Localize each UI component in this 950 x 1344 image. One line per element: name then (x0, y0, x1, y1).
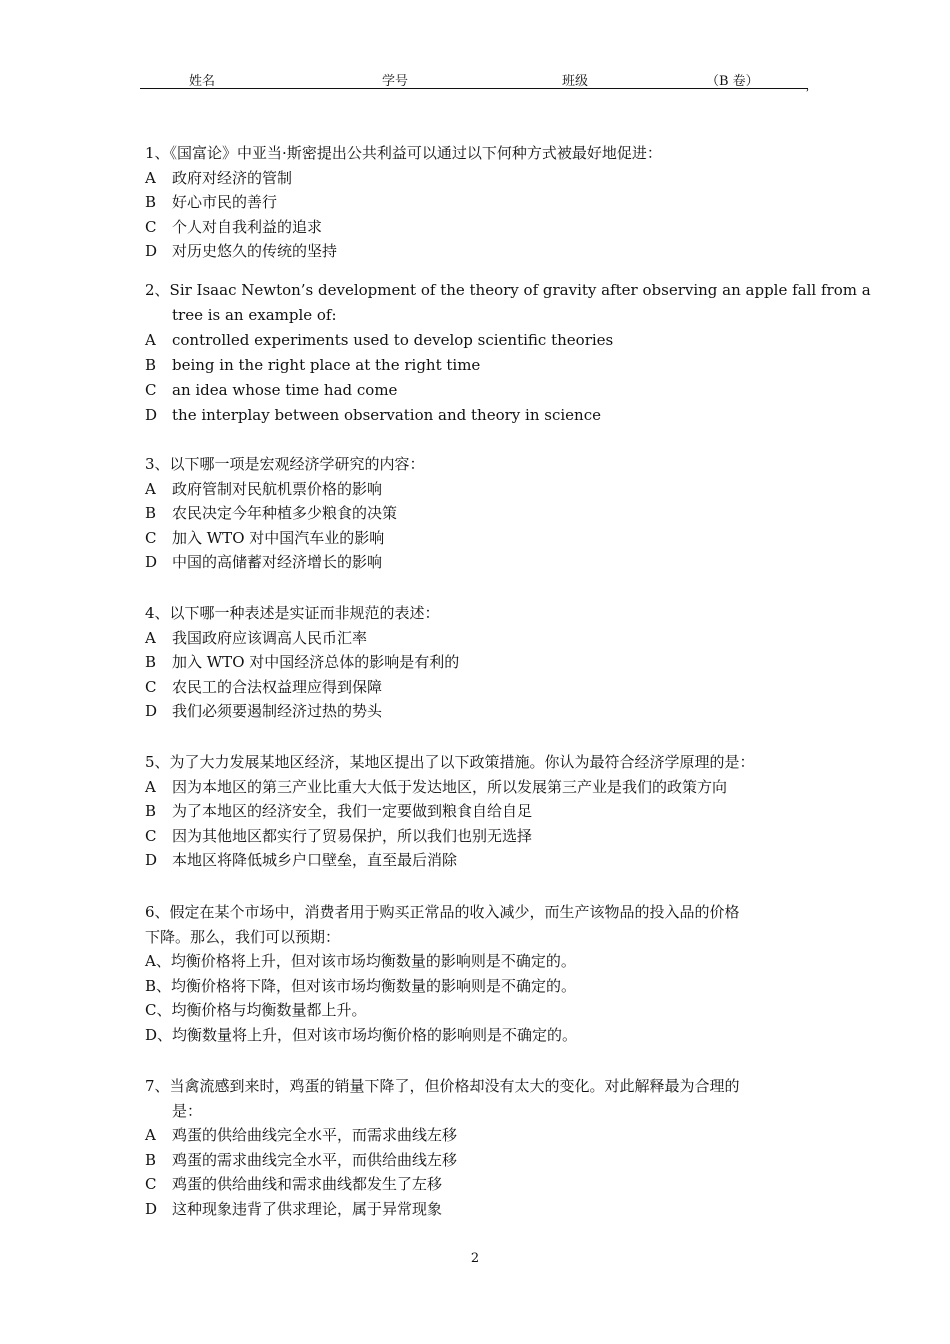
question-stem: 3、以下哪一项是宏观经济学研究的内容： (145, 455, 425, 473)
option-letter: C (145, 826, 157, 845)
option-letter: D (145, 406, 158, 424)
question-stem: 7、当禽流感到来时，鸡蛋的销量下降了，但价格却没有太大的变化。对此解释最为合理的 (145, 1077, 740, 1095)
option-letter: B (145, 504, 157, 522)
option-c (145, 526, 815, 551)
option-letter: A (145, 331, 156, 349)
option-letter: D (145, 553, 158, 571)
option-d (145, 699, 815, 724)
option-c (145, 1172, 815, 1197)
option-b (145, 190, 815, 215)
option-letter: D (145, 1199, 158, 1218)
header-underline (140, 88, 808, 89)
option-text: 这种现象违背了供求理论，属于异常现象 (172, 1199, 443, 1218)
option-b (145, 353, 815, 378)
option-a (145, 328, 815, 353)
option-text: 均衡价格将上升，但对该市场均衡数量的影响则是不确定的。 (170, 952, 576, 970)
option-text: 加入 WTO 对中国经济总体的影响是有利的 (172, 653, 460, 671)
option-letter: C (145, 381, 157, 399)
option-text: 因为其他地区都实行了贸易保护，所以我们也别无选择 (172, 826, 533, 845)
option-a (145, 775, 815, 800)
option-letter: B (145, 653, 157, 671)
option-b (145, 1148, 815, 1173)
option-d (145, 848, 815, 873)
option-letter: A (145, 1126, 156, 1144)
option-text: 因为本地区的第三产业比重大大低于发达地区，所以发展第三产业是我们的政策方向 (172, 777, 728, 796)
option-text: 农民工的合法权益理应得到保障 (172, 677, 383, 696)
option-b (145, 974, 815, 999)
class-label: 班级 (562, 74, 589, 89)
header-end-mark: , (806, 82, 810, 93)
option-b (145, 501, 815, 526)
option-text: the interplay between observation and theory in science (172, 406, 601, 424)
option-a (145, 626, 815, 651)
option-c (145, 998, 815, 1023)
option-text: 鸡蛋的需求曲线完全水平，而供给曲线左移 (172, 1150, 458, 1169)
question-stem: 1、《国富论》中亚当·斯密提出公共利益可以通过以下何种方式被最好地促进： (145, 144, 662, 162)
option-text: being in the right place at the right time (172, 356, 481, 374)
option-letter: B (145, 1150, 157, 1169)
option-c (145, 675, 815, 700)
question-4 (145, 601, 815, 724)
option-text: 我国政府应该调高人民币汇率 (172, 628, 368, 647)
option-letter: A (145, 628, 156, 647)
option-letter: B、 (145, 976, 172, 995)
option-text: 均衡数量将上升，但对该市场均衡价格的影响则是不确定的。 (172, 1025, 578, 1044)
option-letter: C (145, 528, 157, 547)
option-b (145, 650, 815, 675)
option-a (145, 477, 815, 502)
option-letter: D (145, 851, 158, 869)
option-a (145, 1123, 815, 1148)
option-d (145, 239, 815, 264)
question-2 (145, 278, 871, 428)
option-letter: B (145, 356, 157, 374)
option-text: 鸡蛋的供给曲线和需求曲线都发生了左移 (172, 1175, 443, 1193)
option-letter: A (145, 777, 156, 796)
option-d (145, 550, 815, 575)
option-c (145, 215, 815, 240)
option-d (145, 1197, 815, 1222)
option-letter: C、 (145, 1001, 172, 1019)
option-text: an idea whose time had come (172, 381, 398, 399)
question-stem-continued: 是： (172, 1101, 203, 1120)
name-label: 姓名 (189, 74, 216, 89)
option-a (145, 949, 815, 974)
option-d (145, 403, 815, 428)
option-text: 均衡价格与均衡数量都上升。 (171, 1001, 367, 1019)
paper-version-label: （B 卷） (706, 74, 759, 89)
option-letter: D (145, 702, 158, 720)
option-letter: C (145, 677, 157, 696)
option-text: 我们必须要遏制经济过热的势头 (172, 702, 383, 720)
option-c (145, 378, 815, 403)
option-letter: A、 (145, 952, 171, 970)
question-7 (145, 1074, 815, 1221)
option-a (145, 166, 815, 191)
option-text: 鸡蛋的供给曲线完全水平，而需求曲线左移 (172, 1126, 458, 1144)
option-letter: A (145, 168, 156, 187)
question-5 (145, 750, 815, 873)
option-text: controlled experiments used to develop scientific theories (172, 331, 614, 349)
option-letter: C (145, 1175, 157, 1193)
option-letter: D、 (145, 1025, 173, 1044)
question-stem: 2、Sir Isaac Newton’s development of the theory of gravity after observing an apple fall from a (145, 281, 871, 299)
question-stem: 6、假定在某个市场中，消费者用于购买正常品的收入减少，而生产该物品的投入品的价格 (145, 903, 740, 921)
student-id-label: 学号 (382, 74, 409, 89)
option-b (145, 799, 815, 824)
question-stem: 4、以下哪一种表述是实证而非规范的表述： (145, 604, 440, 622)
option-text: 政府管制对民航机票价格的影响 (172, 479, 383, 498)
question-6 (145, 900, 815, 1047)
option-letter: B (145, 193, 157, 211)
option-letter: A (145, 479, 156, 498)
option-letter: C (145, 217, 157, 236)
option-letter: D (145, 242, 158, 260)
option-text: 为了本地区的经济安全，我们一定要做到粮食自给自足 (172, 802, 533, 820)
question-stem-continued: 下降。那么，我们可以预期： (145, 927, 341, 946)
option-text: 个人对自我利益的追求 (172, 217, 323, 236)
option-text: 好心市民的善行 (172, 193, 278, 211)
option-text: 对历史悠久的传统的坚持 (172, 242, 338, 260)
exam-header (140, 68, 810, 88)
option-text: 均衡价格将下降，但对该市场均衡数量的影响则是不确定的。 (171, 976, 577, 995)
question-3 (145, 452, 815, 575)
question-stem-continued: tree is an example of: (172, 306, 337, 324)
question-stem: 5、为了大力发展某地区经济，某地区提出了以下政策措施。你认为最符合经济学原理的是： (145, 753, 755, 771)
option-text: 加入 WTO 对中国汽车业的影响 (172, 528, 385, 547)
option-c (145, 824, 815, 849)
option-text: 本地区将降低城乡户口壁垒，直至最后消除 (172, 851, 458, 869)
page-number: 2 (470, 1251, 480, 1266)
option-d (145, 1023, 815, 1048)
option-text: 政府对经济的管制 (172, 168, 293, 187)
question-1 (145, 141, 815, 264)
option-text: 中国的高储蓄对经济增长的影响 (172, 553, 383, 571)
option-text: 农民决定今年种植多少粮食的决策 (172, 504, 398, 522)
option-letter: B (145, 802, 157, 820)
